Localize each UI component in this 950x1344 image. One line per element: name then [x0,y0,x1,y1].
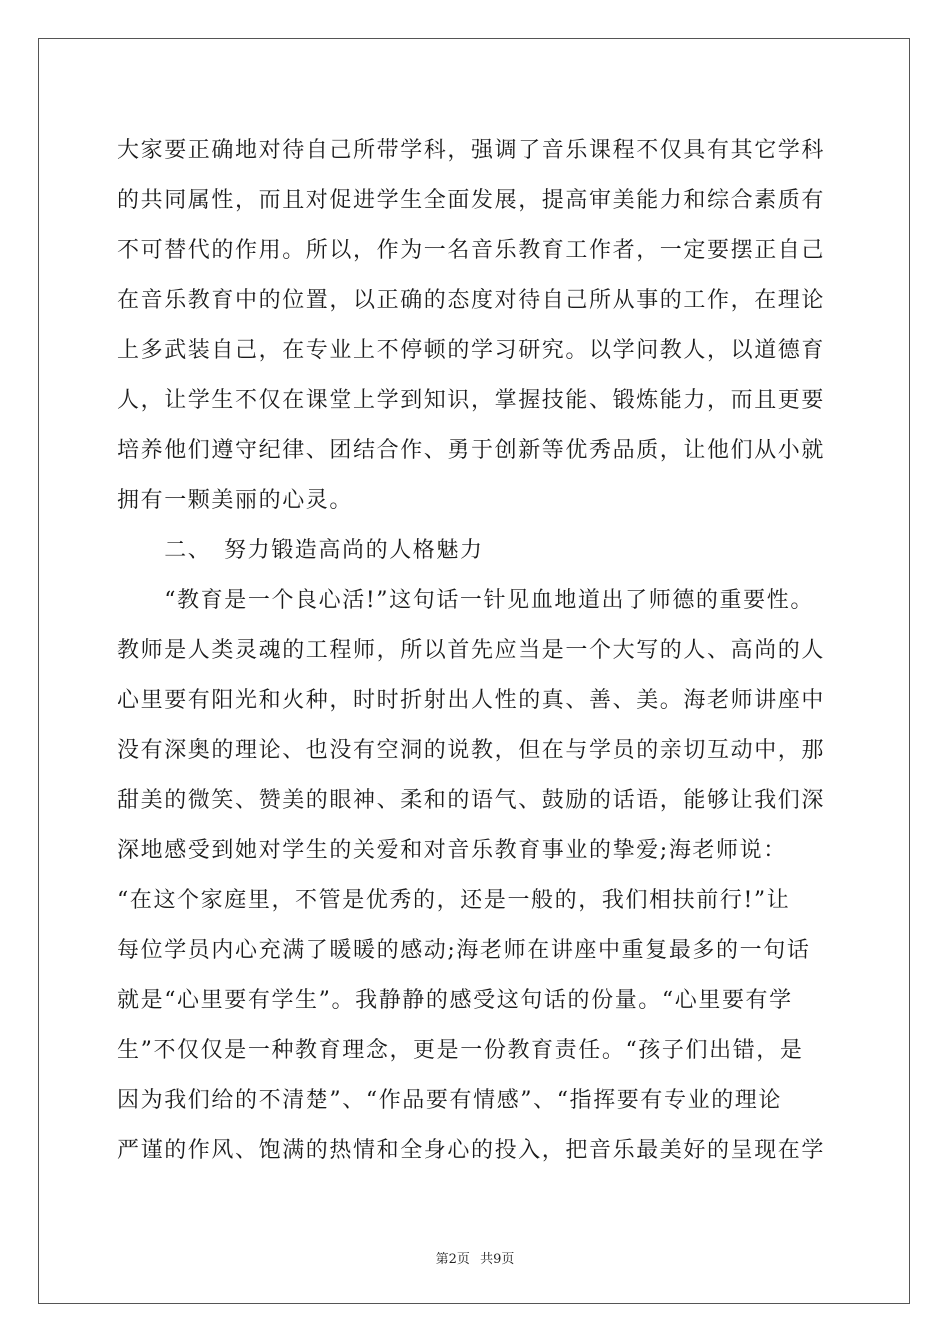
page-footer [0,1248,950,1267]
page-number: 第2页 [435,1252,470,1267]
text-line: 因为我们给的不清楚”、“作品要有情感”、“指挥要有专业的理论 [117,1088,782,1113]
text-line: 心里要有阳光和火种，时时折射出人性的真、善、美。海老师讲座中 [117,688,826,713]
text-line: 深地感受到她对学生的关爱和对音乐教育事业的挚爱;海老师说： [117,838,787,863]
text-line: 人，让学生不仅在课堂上学到知识，掌握技能、锻炼能力，而且更要 [117,388,826,413]
text-line: 生”不仅仅是一种教育理念，更是一份教育责任。“孩子们出错，是 [117,1038,804,1063]
text-line: 教师是人类灵魂的工程师，所以首先应当是一个大写的人、高尚的人 [117,638,826,663]
text-line: 的共同属性，而且对促进学生全面发展，提高审美能力和综合素质有 [117,188,826,213]
document-body [117,126,837,1176]
text-line: 培养他们遵守纪律、团结合作、勇于创新等优秀品质，让他们从小就 [117,438,826,463]
text-line: 不可替代的作用。所以，作为一名音乐教育工作者，一定要摆正自己 [117,238,826,263]
text-line: 在音乐教育中的位置，以正确的态度对待自己所从事的工作，在理论 [117,288,826,313]
section-heading: 二、 努力锻造高尚的人格魅力 [117,538,484,563]
text-line: 拥有一颗美丽的心灵。 [117,488,354,513]
text-line: 就是“心里要有学生”。我静静的感受这句话的份量。“心里要有学 [117,988,793,1013]
page-total: 共9页 [480,1252,515,1267]
text-line: 没有深奥的理论、也没有空洞的说教，但在与学员的亲切互动中，那 [117,738,826,763]
text-line: “教育是一个良心活!”这句话一针见血地道出了师德的重要性。 [117,588,814,613]
text-line: “在这个家庭里，不管是优秀的，还是一般的，我们相扶前行!”让 [117,888,791,913]
text-line: 大家要正确地对待自己所带学科，强调了音乐课程不仅具有其它学科 [117,138,826,163]
text-line: 每位学员内心充满了暖暖的感动;海老师在讲座中重复最多的一句话 [117,938,811,963]
text-line: 上多武装自己，在专业上不停顿的学习研究。以学问教人，以道德育 [117,338,826,363]
text-line: 严谨的作风、饱满的热情和全身心的投入，把音乐最美好的呈现在学 [117,1138,826,1163]
text-line: 甜美的微笑、赞美的眼神、柔和的语气、鼓励的话语，能够让我们深 [117,788,826,813]
